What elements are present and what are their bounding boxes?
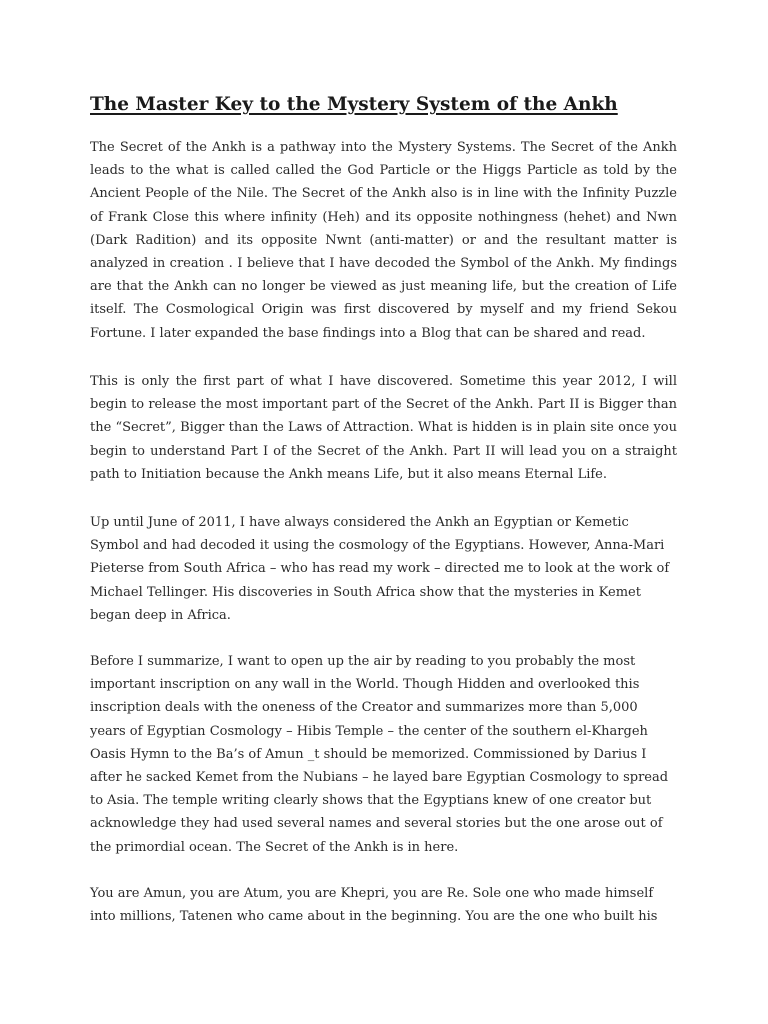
paragraph-line: into millions, Tatenen who came about in the beginning. You are the one who built his: [90, 909, 658, 925]
paragraph-line: itself. The Cosmological Origin was first discovered by myself and my friend Sekou: [90, 302, 677, 318]
paragraph-line: to Asia. The temple writing clearly shows that the Egyptians knew of one creator but: [90, 793, 652, 809]
paragraph-line: are that the Ankh can no longer be viewed as just meaning life, but the creation of Life: [90, 279, 677, 295]
paragraph-line: Before I summarize, I want to open up the air by reading to you probably the most: [90, 654, 636, 669]
paragraph-1: [90, 136, 677, 345]
document-title: The Master Key to the Mystery System of the Ankh: [90, 94, 618, 115]
paragraph-line: begin to release the most important part of the Secret of the Ankh. Part II is Bigger than: [90, 397, 677, 413]
paragraph-line: after he sacked Kemet from the Nubians – he layed bare Egyptian Cosmology to spread: [90, 770, 669, 786]
paragraph-3: [90, 511, 677, 627]
paragraph-line: Michael Tellinger. His discoveries in South Africa show that the mysteries in Kemet: [90, 584, 641, 600]
paragraph-line: began deep in Africa.: [90, 607, 231, 623]
paragraph-line: Pieterse from South Africa – who has read my work – directed me to look at the work of: [90, 561, 670, 577]
paragraph-line: path to Initiation because the Ankh means Life, but it also means Eternal Life.: [90, 466, 607, 482]
paragraph-line: the “Secret”, Bigger than the Laws of Attraction. What is hidden is in plain site once you: [90, 420, 677, 436]
paragraph-line: (Dark Radition) and its opposite Nwnt (anti-matter) or and the resultant matter is: [90, 232, 677, 248]
paragraph-line: the primordial ocean. The Secret of the Ankh is in here.: [90, 839, 459, 855]
paragraph-line: Up until June of 2011, I have always considered the Ankh an Egyptian or Kemetic: [90, 515, 629, 530]
paragraph-line: years of Egyptian Cosmology – Hibis Temple – the center of the southern el-Khargeh: [90, 723, 648, 739]
paragraph-5: [90, 882, 677, 928]
paragraph-line: The Secret of the Ankh is a pathway into the Mystery Systems. The Secret of the Ankh: [90, 140, 677, 155]
paragraph-line: Oasis Hymn to the Ba’s of Amun _t should be memorized. Commissioned by Darius I: [90, 746, 647, 762]
paragraph-line: Fortune. I later expanded the base findings into a Blog that can be shared and read.: [90, 325, 646, 341]
paragraph-2: [90, 370, 677, 486]
paragraph-line: Ancient People of the Nile. The Secret of the Ankh also is in line with the Infinity Puzzle: [90, 186, 677, 202]
paragraph-line: leads to the what is called called the God Particle or the Higgs Particle as told by the: [90, 163, 677, 179]
paragraph-line: inscription deals with the oneness of the Creator and summarizes more than 5,000: [90, 700, 638, 716]
paragraph-line: You are Amun, you are Atum, you are Khepri, you are Re. Sole one who made himself: [90, 886, 654, 901]
paragraph-line: analyzed in creation . I believe that I have decoded the Symbol of the Ankh. My findings: [90, 256, 677, 272]
paragraph-line: begin to understand Part I of the Secret of the Ankh. Part II will lead you on a straight: [90, 443, 677, 459]
paragraph-4: [90, 650, 677, 859]
paragraph-line: Symbol and had decoded it using the cosmology of the Egyptians. However, Anna-Mari: [90, 538, 665, 554]
paragraph-line: important inscription on any wall in the World. Though Hidden and overlooked this: [90, 677, 640, 693]
paragraph-line: This is only the first part of what I have discovered. Sometime this year 2012, I will: [90, 374, 677, 389]
paragraph-line: acknowledge they had used several names and several stories but the one arose out of: [90, 816, 663, 832]
paragraph-line: of Frank Close this where infinity (Heh) and its opposite nothingness (hehet) and Nwn: [90, 209, 677, 225]
